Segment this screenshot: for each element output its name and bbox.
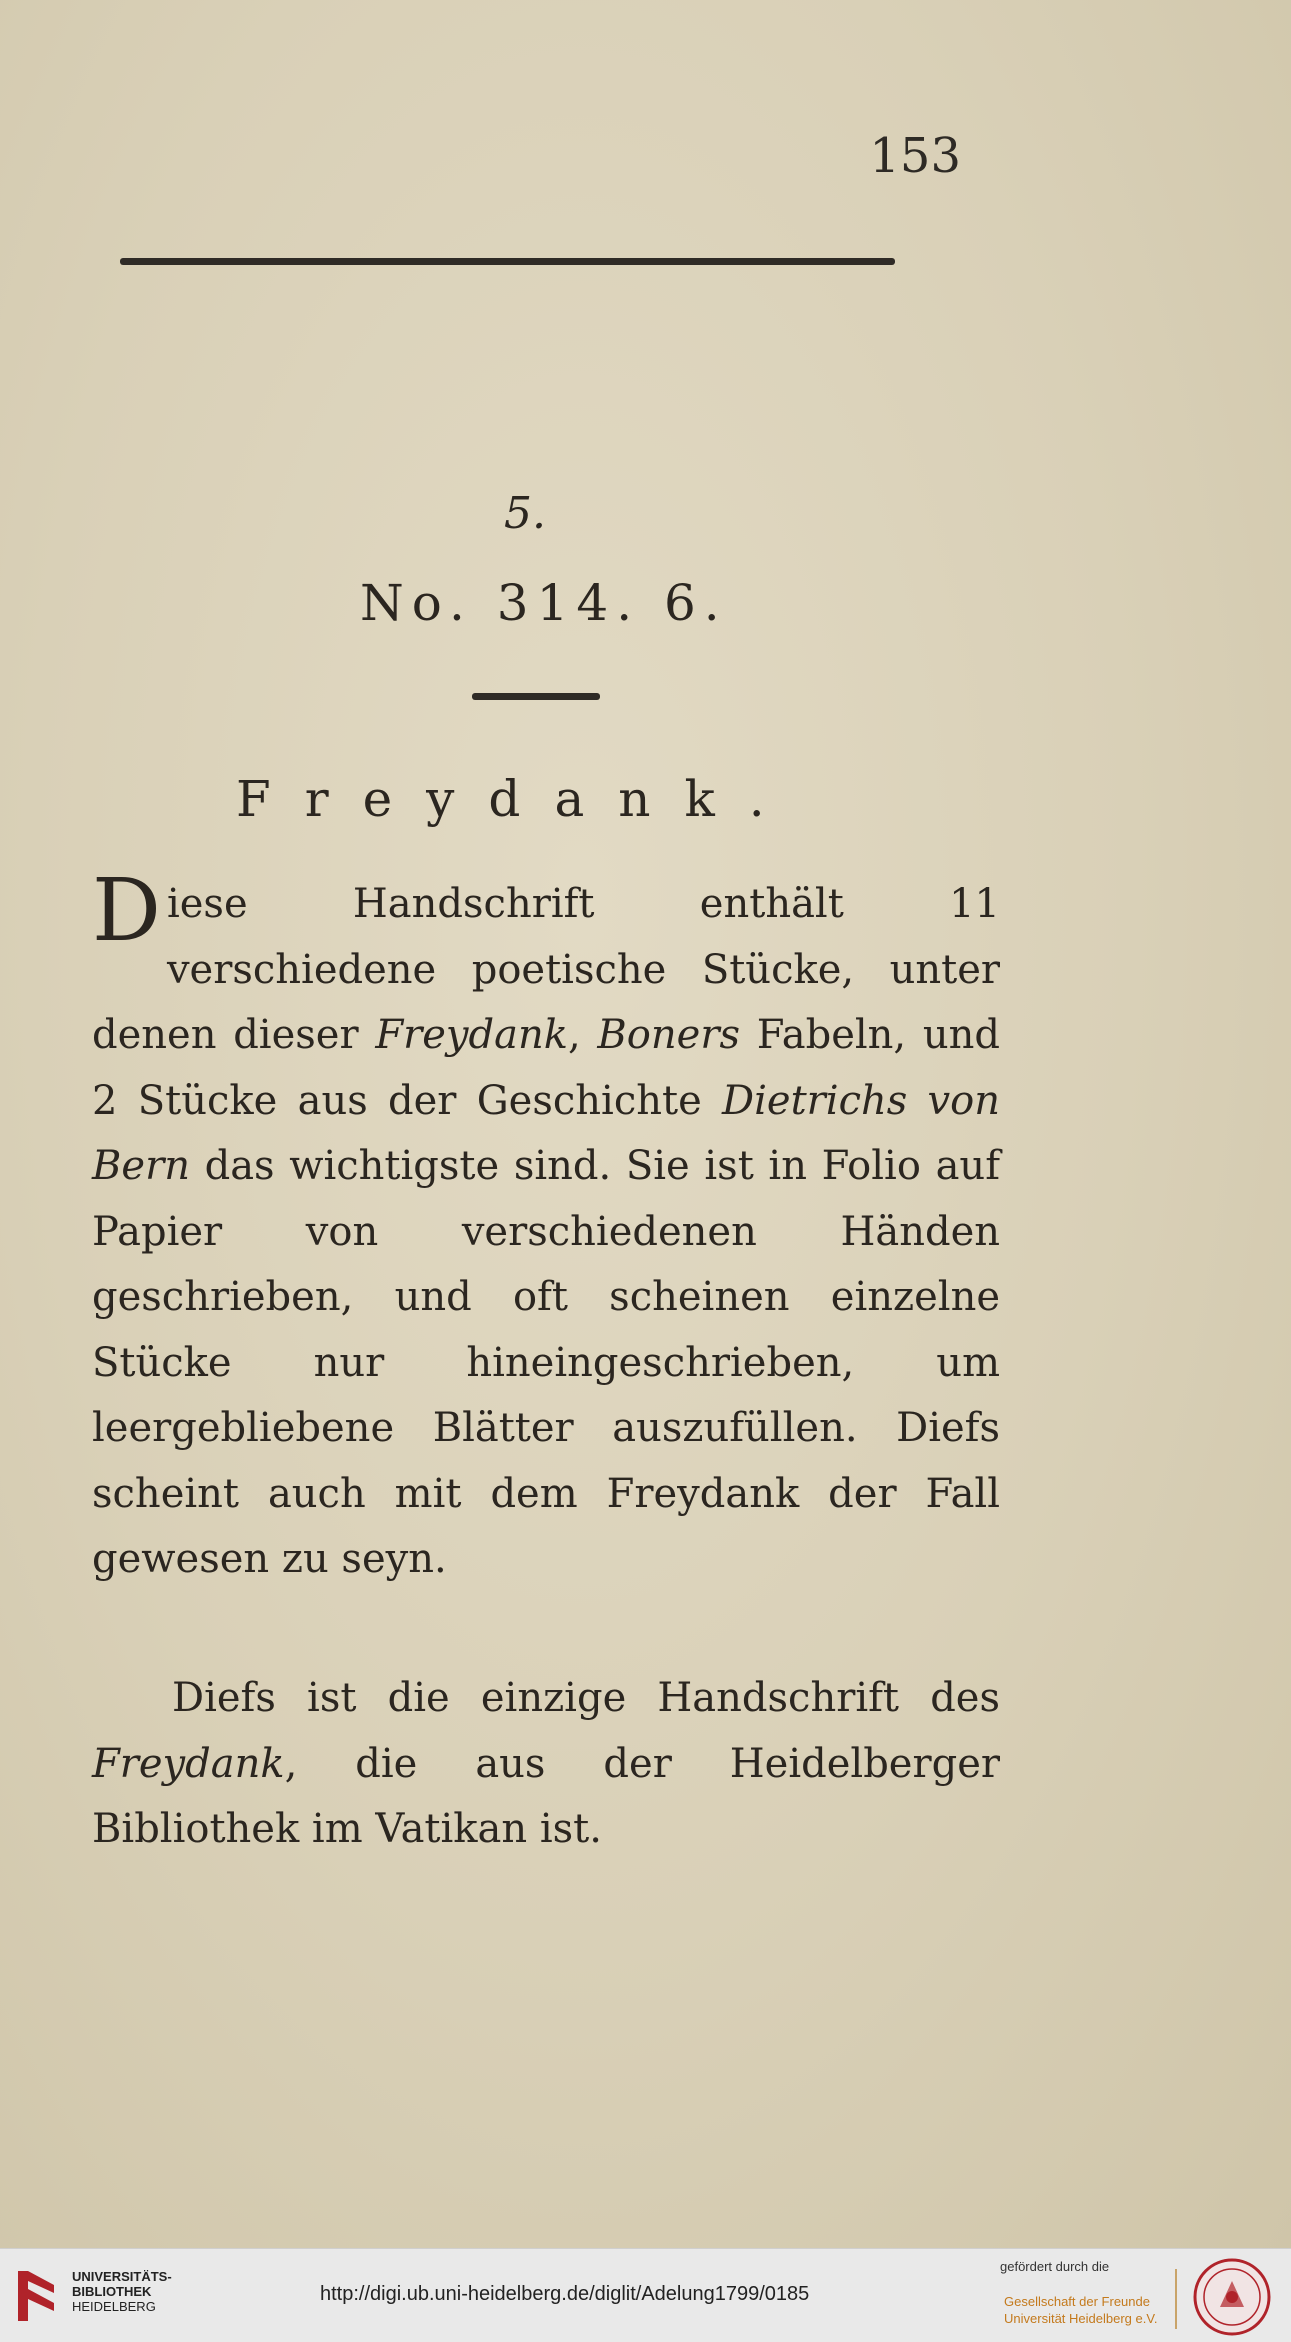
paragraph-2-italic-freydank: Freydank: [92, 1740, 285, 1787]
paragraph-1-text-b: ,: [567, 1012, 598, 1058]
library-name-line-3: HEIDELBERG: [72, 2299, 156, 2314]
library-name-line-1: UNIVERSITÄTS-: [72, 2269, 172, 2284]
sponsor-name-line-1: Gesellschaft der Freunde: [1004, 2294, 1150, 2309]
sponsor-name-line-2: Universität Heidelberg e.V.: [1004, 2311, 1158, 2326]
digitization-footer: [0, 2248, 1291, 2342]
sponsor-name: [1004, 2293, 1157, 2327]
paragraph-1-text-a: iese Handschrift enthält 11 verschiedene poetische Stücke, unter denen dieser: [92, 881, 1000, 1058]
page-number: 153: [869, 128, 961, 184]
paragraph-1-text-d: das wichtigste sind. Sie ist in Folio auf Papier von verschiedenen Händen geschrieben, und oft scheinen einzelne Stücke nur hineingeschrieben, um leergebliebene Blätter auszufüllen. Diefs scheint auch mit dem Freydank der Fall gewesen zu seyn.: [92, 1143, 1000, 1582]
library-name: [72, 2269, 172, 2314]
library-name-line-2: BIBLIOTHEK: [72, 2284, 152, 2299]
page-title: Freydank.: [236, 770, 799, 828]
drop-cap: D: [92, 861, 161, 961]
catalog-number: No. 314. 6.: [360, 574, 728, 632]
header-rule: [120, 258, 895, 265]
paragraph-1-italic-freydank: Freydank: [375, 1012, 568, 1058]
paragraph-2-text-b: , die aus der Heidelberger Bibliothek im Vatikan ist.: [92, 1740, 1000, 1852]
paragraph-1: [92, 861, 1000, 1593]
permalink-url[interactable]: http://digi.ub.uni-heidelberg.de/diglit/Adelung1799/0185: [320, 2283, 810, 2305]
title-rule: [472, 693, 600, 700]
library-logo-icon: [14, 2265, 62, 2327]
section-number: 5.: [504, 488, 546, 539]
paragraph-2: [92, 1666, 1000, 1863]
paragraph-1-italic-boners: Boners: [597, 1012, 740, 1058]
paragraph-2-text-a: Diefs ist die einzige Handschrift des: [172, 1675, 1000, 1721]
sponsor-divider: [1175, 2269, 1177, 2329]
paragraph-1-italic-dietrichs: Dietrichs von Bern: [92, 1077, 1000, 1189]
paragraph-1-text-c: Fabeln, und 2 Stücke aus der Geschichte: [92, 1012, 1000, 1124]
university-seal-icon: [1192, 2257, 1272, 2337]
sponsor-label: gefördert durch die: [1000, 2259, 1110, 2274]
